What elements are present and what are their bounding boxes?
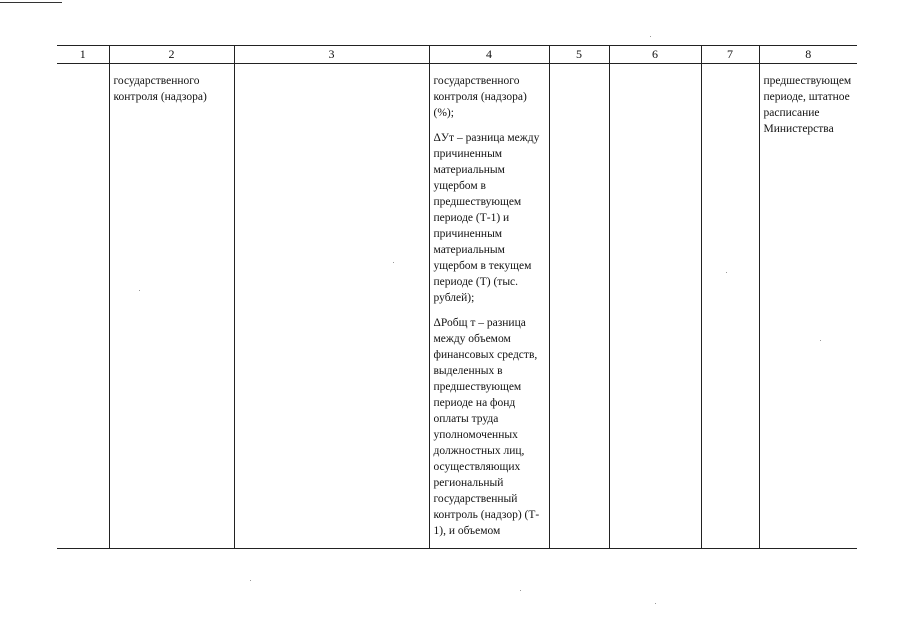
scan-speck	[726, 272, 727, 273]
column-number-4: 4	[429, 46, 549, 64]
column-number-7: 7	[701, 46, 759, 64]
column-number-row	[57, 46, 857, 64]
table-row	[57, 64, 857, 549]
scan-speck	[250, 580, 251, 581]
column-number-6: 6	[609, 46, 701, 64]
column-number-5: 5	[549, 46, 609, 64]
column-number-2: 2	[109, 46, 234, 64]
formula-paragraph-3: ΔРобщ т – разница между объемом финансовых средств, выделенных в предшествующем периоде на фонд оплаты труда уполномоченных должностных лиц, осуществляющих региональный государственный контроль (надзор) (Т- 1), и объемом	[433, 317, 540, 537]
scan-speck	[393, 262, 394, 263]
scan-speck	[650, 36, 651, 37]
scan-speck	[520, 590, 521, 591]
cell-col-3	[234, 64, 429, 549]
scan-speck	[655, 603, 656, 604]
formula-paragraph-2: ΔУт – разница между причиненным материальным ущербом в предшествующем периоде (Т-1) и причиненным материальным ущербом в текущем периоде (Т) (тыс. рублей);	[433, 132, 540, 304]
cell-col-8	[759, 64, 857, 549]
scan-speck	[820, 340, 821, 341]
data-source-text: предшествующем периоде, штатное расписание Министерства	[763, 75, 852, 135]
formula-paragraph-1: государственного контроля (надзора) (%);	[433, 75, 527, 119]
scan-speck	[139, 290, 140, 291]
column-number-1: 1	[57, 46, 109, 64]
cell-col-6	[609, 64, 701, 549]
cell-col-7	[701, 64, 759, 549]
cell-col-5	[549, 64, 609, 549]
column-number-8: 8	[759, 46, 857, 64]
indicator-name-text: государственного контроля (надзора)	[113, 75, 207, 103]
column-number-3: 3	[234, 46, 429, 64]
cell-col-2	[109, 64, 234, 549]
document-table	[57, 45, 857, 549]
corner-rule	[0, 2, 62, 3]
cell-col-1	[57, 64, 109, 549]
cell-col-4	[429, 64, 549, 549]
